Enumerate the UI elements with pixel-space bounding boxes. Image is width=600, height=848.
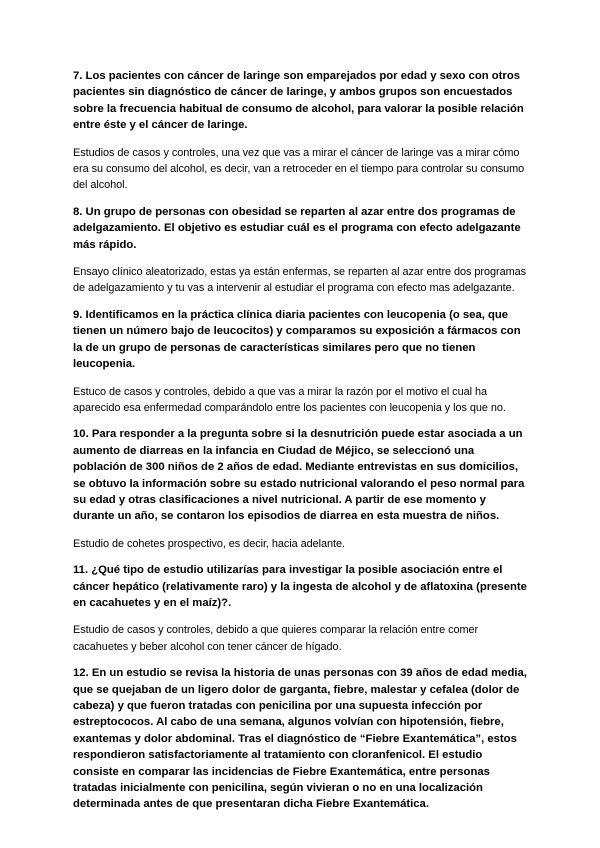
question-12: 12. En un estudio se revisa la historia de unas personas con 39 años de edad media, que se quejaban de un ligero dolor de garganta, fiebre, malestar y cefalea (dolor de cabeza) y que fueron tratadas con penicilina por una supuesta infección por estreptococos. Al cabo de una semana, algunos volvían con hipotensión, fiebre, exantemas y dolor abdominal. Tras el diagnóstico de “Fiebre Exantemática”, estos respondieron satisfactoriamente al tratamiento con cloranfenicol. El estudio consiste en comparar las incidencias de Fiebre Exantemática, entre personas tratadas inicialmente con penicilina, según vivieran o no en una localización determinada antes de que presentaran dicha Fiebre Exantemática. xyxy=(73,667,527,811)
answer-10: Estudio de cohetes prospectivo, es decir, hacia adelante. xyxy=(73,537,346,550)
answer-9: Estuco de casos y controles, debido a que vas a mirar la razón por el motivo el cual ha aparecido esa enfermedad comparándolo entre los pacientes con leucopenia y los que no. xyxy=(73,385,506,414)
question-7: 7. Los pacientes con cáncer de laringe son emparejados por edad y sexo con otros pacientes sin diagnóstico de cáncer de laringe, y ambos grupos son encuestados sobre la frecuencia habitual de consumo de alcohol, para valorar la posible relación entre éste y el cáncer de laringe. xyxy=(73,70,524,132)
question-9: 9. Identificamos en la práctica clínica diaria pacientes con leucopenia (o sea, que tienen un número bajo de leucocitos) y comparamos su exposición a fármacos con la de un grupo de personas de características similares pero que no tienen leucopenia. xyxy=(73,308,521,371)
question-11: 11. ¿Qué tipo de estudio utilizarías para investigar la posible asociación entre el cáncer hepático (relativamente raro) y la ingesta de alcohol y de aflatoxina (presente en cacahuetes y en el maíz)?. xyxy=(73,564,527,609)
answer-8: Ensayo clínico aleatorizado, estas ya están enfermas, se reparten al azar entre dos programas de adelgazamiento y tu vas a intervenir al estudiar el programa con efecto mas adelgazante. xyxy=(73,266,527,295)
answer-11: Estudio de casos y controles, debido a que quieres comparar la relación entre comer cacahuetes y beber alcohol con tener cáncer de hígado. xyxy=(73,624,479,653)
answer-7: Estudios de casos y controles, una vez que vas a mirar el cáncer de laringe vas a mirar cómo era su consumo del alcohol, es decir, van a retroceder en el tiempo para controlar su consumo del alcohol. xyxy=(73,146,525,192)
question-10: 10. Para responder a la pregunta sobre si la desnutrición puede estar asociada a un aumento de diarreas en la infancia en Ciudad de Méjico, se seleccionó una población de 300 niños de 2 años de edad. Mediante entrevistas en sus domicilios, se obtuvo la información sobre su estado nutricional valorando el peso normal para su edad y otras clasificaciones a nivel nutricional. A partir de ese momento y durante un año, se contaron los episodios de diarrea en esta muestra de niños. xyxy=(73,428,525,523)
question-8: 8. Un grupo de personas con obesidad se reparten al azar entre dos programas de adelgazamiento. El objetivo es estudiar cuál es el programa con efecto adelgazante más rápido. xyxy=(73,205,521,251)
